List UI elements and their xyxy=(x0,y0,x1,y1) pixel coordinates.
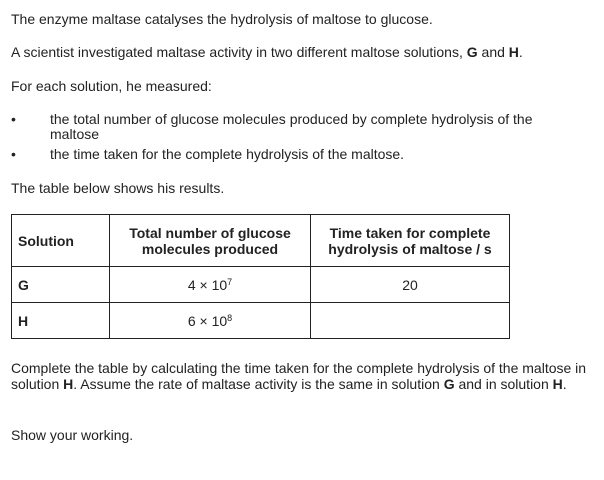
answer-cell-time-taken[interactable] xyxy=(311,303,510,339)
investigation-and: and xyxy=(477,44,509,60)
table-lead: The table below shows his results. xyxy=(11,180,225,196)
task-part1: Complete the table by calculating the time taken for the complete hydrolysis of the maltose in solution xyxy=(11,360,587,392)
task-text xyxy=(11,360,601,392)
mantissa: 4 × 10 xyxy=(187,276,228,293)
table-row xyxy=(12,303,510,339)
bullet-icon: • xyxy=(11,111,16,127)
cell-time-taken: 20 xyxy=(311,267,510,303)
exponent: 8 xyxy=(227,312,233,323)
task-part3: and in solution xyxy=(454,376,553,392)
table-header-row xyxy=(12,215,510,267)
cell-glucose-molecules xyxy=(110,303,311,339)
solution-g-label: G xyxy=(466,44,478,60)
intro-text: The enzyme maltase catalyses the hydrolysis of maltose to glucose. xyxy=(11,11,433,27)
header-glucose-molecules: Total number of glucose molecules produced xyxy=(110,215,311,267)
header-time-taken: Time taken for complete hydrolysis of maltose / s xyxy=(311,215,510,267)
investigation-text xyxy=(11,44,523,60)
measured-lead: For each solution, he measured: xyxy=(11,78,212,94)
header-solution: Solution xyxy=(12,215,110,267)
task-part2: . Assume the rate of maltase activity is the same in solution xyxy=(73,376,444,392)
cell-solution: H xyxy=(12,303,110,339)
bullet-text: the time taken for the complete hydrolysis of the maltose. xyxy=(50,146,405,162)
cell-glucose-molecules xyxy=(110,267,311,303)
solution-g-label: G xyxy=(443,376,455,392)
cell-solution: G xyxy=(12,267,110,303)
exponent: 7 xyxy=(227,276,233,287)
solution-h-label: H xyxy=(552,376,563,392)
bullet-icon: • xyxy=(11,146,16,162)
mantissa: 6 × 10 xyxy=(187,312,228,329)
table-row xyxy=(12,267,510,303)
investigation-after: . xyxy=(518,44,523,60)
working-instruction: Show your working. xyxy=(11,427,134,443)
solution-h-label: H xyxy=(508,44,519,60)
solution-h-label: H xyxy=(63,376,74,392)
bullet-text: the total number of glucose molecules produced by complete hydrolysis of the maltose xyxy=(50,111,533,142)
investigation-before: A scientist investigated maltase activity in two different maltose solutions, xyxy=(11,44,467,60)
results-table xyxy=(11,214,510,339)
task-part4: . xyxy=(562,376,567,392)
